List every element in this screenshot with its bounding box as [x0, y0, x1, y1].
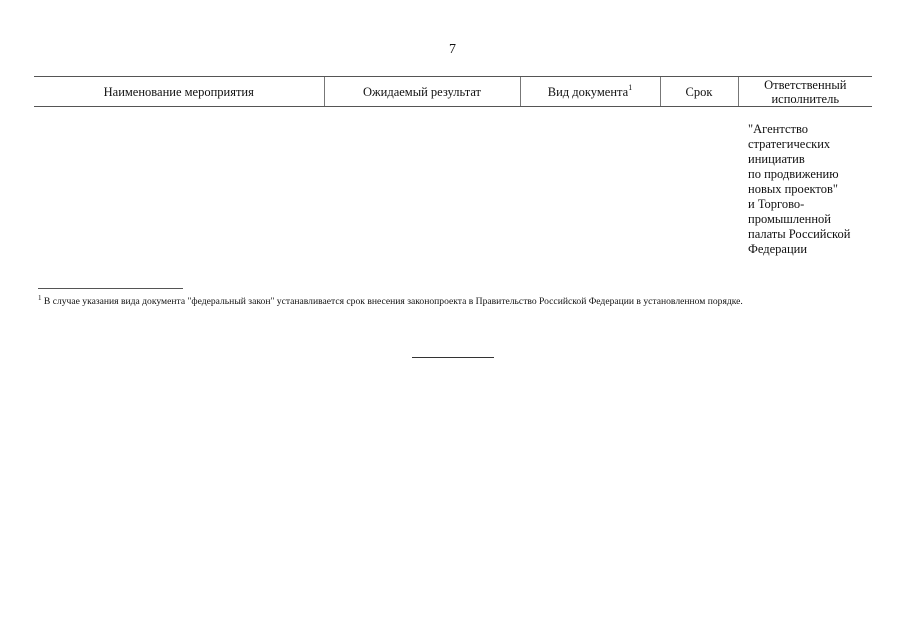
cell-document-type [520, 107, 660, 258]
cell-responsible [738, 107, 872, 258]
header-responsible-line1: Ответственный [764, 77, 847, 92]
cell-deadline [660, 107, 738, 258]
footnote [38, 296, 878, 308]
responsible-line: инициатив [748, 152, 805, 166]
footnote-reference: 1 [628, 82, 633, 92]
cell-expected-result [324, 107, 520, 258]
footnote-separator [38, 288, 183, 289]
header-deadline-label: Срок [685, 84, 713, 99]
footnote-mark: 1 [38, 294, 42, 302]
responsible-line: палаты Российской [748, 227, 851, 241]
responsible-line: стратегических [748, 137, 831, 151]
responsible-text [738, 107, 872, 257]
header-document-type [520, 77, 660, 107]
plan-table-container [34, 76, 872, 257]
footnote-text: В случае указания вида документа "федеральный закон" устанавливается срок внесения законопроекта в Правительство Российской Федерации в установленном порядке. [41, 296, 743, 307]
header-deadline [660, 77, 738, 107]
header-responsible [738, 77, 872, 107]
page-number: 7 [449, 42, 456, 57]
header-expected-result [324, 77, 520, 107]
header-expected-result-label: Ожидаемый результат [362, 84, 482, 99]
header-activity-name [34, 77, 324, 107]
responsible-line: промышленной [748, 212, 831, 226]
responsible-line: по продвижению [748, 167, 839, 181]
document-end-line [412, 357, 494, 358]
table-header-row [34, 77, 872, 107]
cell-activity-name [34, 107, 324, 258]
header-activity-name-label: Наименование мероприятия [103, 84, 254, 99]
responsible-line: и Торгово- [748, 197, 805, 211]
table-row [34, 107, 872, 258]
responsible-line: новых проектов" [748, 182, 838, 196]
header-document-type-label: Вид документа [547, 84, 629, 99]
responsible-line: Федерации [748, 242, 808, 256]
responsible-line: "Агентство [748, 122, 809, 136]
plan-table [34, 76, 872, 257]
header-responsible-line2: исполнитель [771, 91, 840, 106]
